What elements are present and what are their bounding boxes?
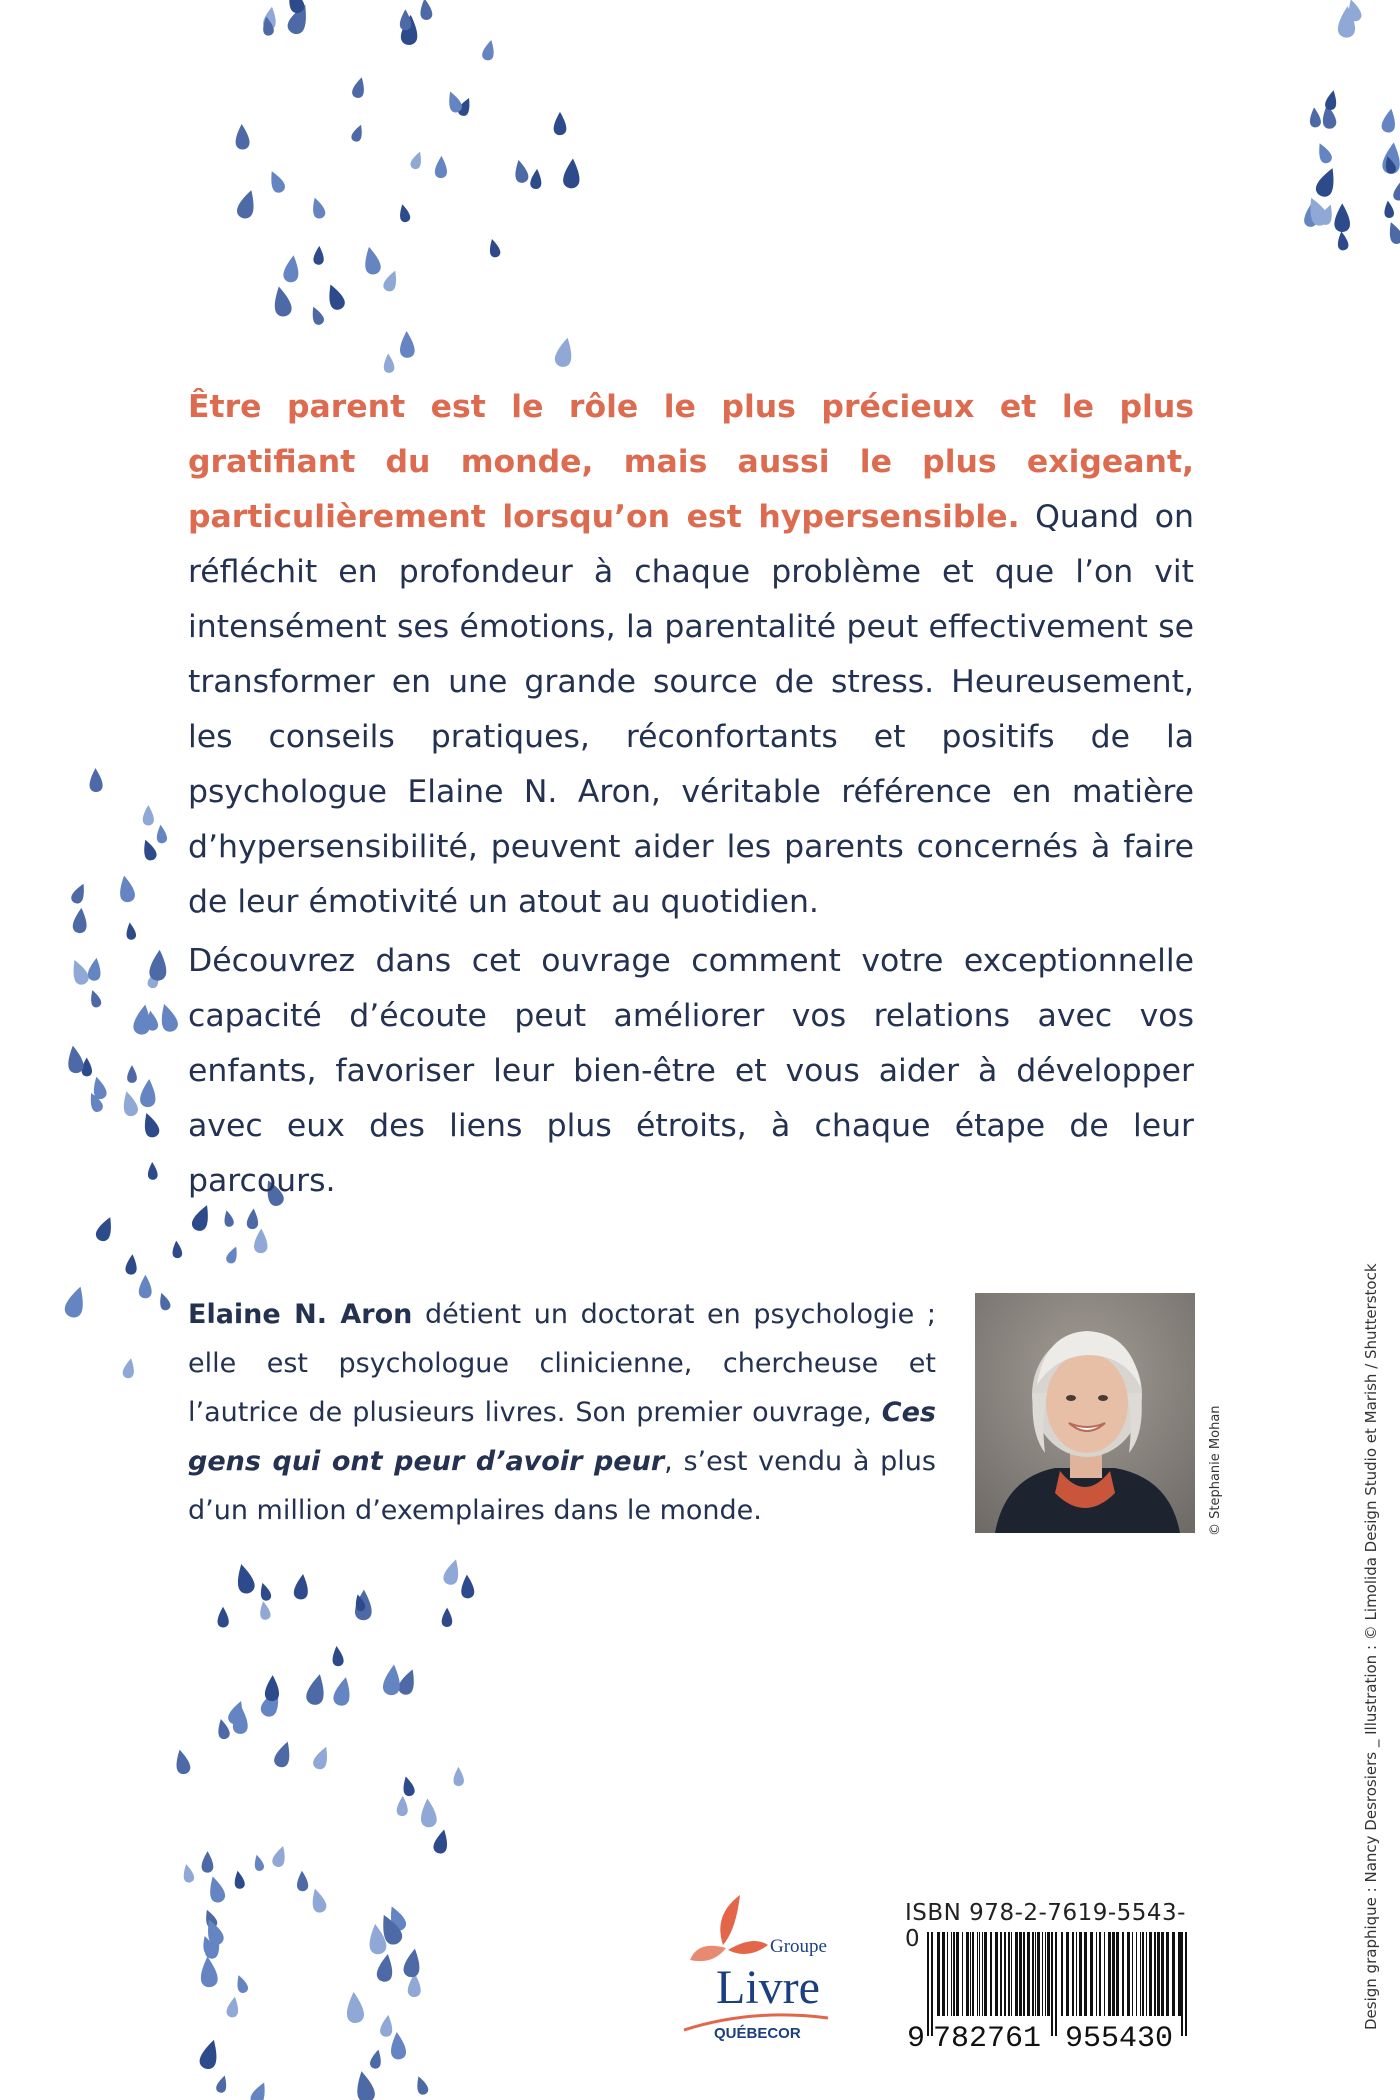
raindrop bbox=[258, 1600, 271, 1620]
barcode-bar bbox=[1096, 1932, 1097, 2016]
publisher-quebecor: QUÉBECOR bbox=[714, 2025, 801, 2042]
barcode-bar bbox=[1008, 1932, 1010, 2016]
raindrop bbox=[389, 2031, 406, 2060]
raindrop bbox=[198, 2038, 222, 2071]
barcode-bar bbox=[962, 1932, 963, 2016]
barcode-digits-left: 782761 bbox=[933, 2022, 1042, 2052]
raindrop bbox=[173, 1748, 192, 1775]
raindrop bbox=[252, 1854, 265, 1872]
design-credit: Design graphique : Nancy Desrosiers _ Illustration : © Limolida Design Studio et Marish / Shutterstock bbox=[1362, 1263, 1380, 2030]
barcode-bar bbox=[1076, 1932, 1077, 2016]
raindrop bbox=[309, 1887, 328, 1914]
raindrop bbox=[402, 1947, 422, 1978]
raindrop bbox=[353, 2069, 376, 2100]
raindrop bbox=[155, 824, 167, 844]
raindrop bbox=[117, 874, 136, 903]
barcode-bar bbox=[956, 1932, 959, 2016]
raindrop bbox=[87, 957, 103, 982]
butterfly-leaf-icon bbox=[690, 1895, 768, 1961]
raindrop bbox=[305, 1672, 329, 1706]
barcode-bar bbox=[984, 1932, 987, 2016]
raindrop bbox=[487, 238, 501, 259]
raindrop bbox=[396, 1667, 419, 1697]
raindrop bbox=[553, 336, 575, 368]
barcode-bar bbox=[1136, 1932, 1137, 2016]
raindrop bbox=[362, 245, 383, 275]
raindrop bbox=[171, 1240, 182, 1258]
raindrop bbox=[63, 1284, 89, 1320]
raindrop bbox=[139, 1275, 152, 1299]
raindrop bbox=[419, 0, 433, 21]
barcode-bar bbox=[1032, 1932, 1034, 2016]
barcode-bar bbox=[1019, 1932, 1022, 2016]
raindrop bbox=[1381, 107, 1398, 133]
raindrop bbox=[1385, 220, 1400, 246]
raindrop bbox=[382, 268, 401, 293]
author-bio bbox=[188, 1290, 936, 1535]
barcode-bar bbox=[966, 1932, 969, 2016]
raindrop bbox=[460, 1574, 474, 1598]
raindrop bbox=[350, 123, 366, 143]
barcode-bar bbox=[1122, 1932, 1124, 2016]
barcode-bar bbox=[1161, 1932, 1164, 2016]
raindrop bbox=[271, 1844, 289, 1868]
barcode-bar bbox=[1011, 1932, 1012, 2016]
publisher-logo bbox=[678, 1890, 848, 2050]
raindrop bbox=[258, 1582, 273, 1602]
barcode-bar bbox=[1140, 1932, 1141, 2016]
barcode-digits-right: 955430 bbox=[1065, 2022, 1174, 2052]
raindrop bbox=[399, 331, 415, 358]
raindrop bbox=[420, 1798, 438, 1828]
raindrop bbox=[265, 1675, 280, 1701]
barcode-bar bbox=[1172, 1932, 1175, 2016]
barcode-guard-bar bbox=[1055, 1932, 1057, 2036]
raindrop bbox=[225, 1245, 241, 1265]
raindrop bbox=[369, 2048, 384, 2069]
barcode-bar bbox=[1099, 1932, 1101, 2016]
barcode-bar bbox=[1116, 1932, 1119, 2016]
raindrop bbox=[88, 989, 103, 1009]
intro-text: Quand on réfléchit en profondeur à chaque problème et que l’on vit intensément ses émotions, la parentalité peut effectivement se transformer en une grande source de stress. Heureusement, les conseils pratiques, réconfortants et positifs de la psychologue Elaine N. Aron, véritable référence en matière d’hypersensibilité, peuvent aider les parents concernés à faire de leur émotivité un atout au quotidien. bbox=[188, 499, 1194, 920]
raindrop bbox=[376, 1953, 396, 1983]
raindrop bbox=[65, 1044, 84, 1074]
raindrop bbox=[1336, 231, 1349, 251]
raindrop bbox=[1334, 203, 1350, 232]
barcode-bar bbox=[972, 1932, 974, 2016]
barcode-bar bbox=[1035, 1932, 1036, 2016]
raindrop bbox=[69, 881, 88, 905]
barcode-bar bbox=[1108, 1932, 1111, 2016]
barcode-bar bbox=[979, 1932, 980, 2016]
raindrop bbox=[554, 112, 567, 135]
barcode-bar bbox=[1104, 1932, 1105, 2016]
intro-paragraph bbox=[188, 380, 1194, 930]
raindrop bbox=[233, 1870, 246, 1890]
raindrop bbox=[296, 1871, 308, 1892]
raindrop bbox=[345, 1991, 365, 2024]
barcode-bar bbox=[942, 1932, 945, 2016]
raindrop bbox=[530, 168, 543, 189]
raindrop bbox=[1309, 107, 1322, 128]
barcode-bar bbox=[995, 1932, 998, 2016]
barcode-bar bbox=[1004, 1932, 1006, 2016]
barcode-bar bbox=[977, 1932, 978, 2016]
raindrop bbox=[351, 76, 367, 99]
raindrop bbox=[140, 1079, 157, 1108]
barcode-bar bbox=[1000, 1932, 1002, 2016]
raindrop bbox=[282, 254, 301, 283]
raindrop bbox=[432, 1828, 451, 1855]
raindrop bbox=[68, 957, 91, 986]
raindrop bbox=[331, 1645, 344, 1666]
barcode-guard-bar bbox=[1185, 1932, 1187, 2036]
barcode-bar bbox=[1142, 1932, 1144, 2016]
raindrop bbox=[396, 1796, 408, 1817]
raindrop bbox=[435, 156, 448, 179]
raindrop bbox=[226, 1996, 241, 2019]
raindrop bbox=[217, 1607, 228, 1628]
barcode-bar bbox=[1132, 1932, 1133, 2016]
raindrop bbox=[157, 1291, 172, 1311]
raindrop bbox=[382, 1664, 402, 1697]
barcode-bar bbox=[1090, 1932, 1093, 2016]
barcode-guard-bar bbox=[1051, 1932, 1053, 2036]
barcode-bar bbox=[1178, 1932, 1181, 2016]
bio-text-1: détient un doctorat en psychologie ; elle est psychologue clinicienne, chercheuse et l’autrice de plusieurs livres. Son premier ouvrage, bbox=[188, 1299, 936, 1428]
raindrop bbox=[271, 285, 293, 318]
raindrop bbox=[400, 1775, 415, 1797]
author-name: Elaine N. Aron bbox=[188, 1299, 413, 1330]
photo-credit: © Stephanie Mohan bbox=[1208, 1405, 1223, 1536]
raindrop bbox=[235, 188, 259, 221]
barcode-bar bbox=[1149, 1932, 1152, 2016]
raindrop bbox=[206, 1875, 227, 1905]
publisher-groupe: Groupe bbox=[770, 1936, 827, 1957]
raindrop bbox=[266, 169, 287, 195]
barcode-bar bbox=[1027, 1932, 1030, 2016]
raindrop bbox=[147, 1162, 158, 1180]
raindrop bbox=[481, 39, 497, 62]
raindrop bbox=[293, 1573, 310, 1600]
raindrop bbox=[1314, 141, 1333, 165]
bio-text-2: , s’est vendu à plus d’un million d’exemplaires dans le monde. bbox=[188, 1446, 936, 1526]
intro-highlight: Être parent est le rôle le plus précieux et le plus gratifiant du monde, mais aussi le plus exigeant, particulièrement lorsqu’on est hypersensible. bbox=[188, 389, 1194, 535]
raindrop bbox=[397, 203, 411, 223]
raindrop bbox=[235, 124, 250, 150]
publisher-livre: Livre bbox=[716, 1961, 820, 2014]
raindrop bbox=[1324, 89, 1339, 111]
raindrop bbox=[215, 1718, 230, 1740]
barcode-bar bbox=[990, 1932, 992, 2016]
barcode-guard-bar bbox=[927, 1932, 929, 2036]
raindrop bbox=[400, 9, 412, 30]
barcode-bar bbox=[970, 1932, 971, 2016]
raindrop bbox=[202, 1851, 214, 1873]
barcode-bar bbox=[1023, 1932, 1025, 2016]
barcode-bar bbox=[1146, 1932, 1147, 2016]
barcode-bar bbox=[1037, 1932, 1040, 2016]
barcode-bar bbox=[1015, 1932, 1018, 2016]
raindrop bbox=[332, 1675, 354, 1707]
barcode-bar bbox=[982, 1932, 983, 2016]
raindrop bbox=[512, 159, 529, 184]
raindrop bbox=[94, 1214, 117, 1243]
raindrop bbox=[89, 768, 103, 792]
raindrop bbox=[1383, 200, 1394, 218]
raindrop bbox=[222, 1209, 235, 1227]
raindrop bbox=[1393, 181, 1400, 201]
barcode-bar bbox=[953, 1932, 955, 2016]
raindrop bbox=[143, 805, 154, 825]
barcode-bar bbox=[1061, 1932, 1063, 2016]
barcode-guard-bar bbox=[1181, 1932, 1183, 2036]
barcode-bar bbox=[1066, 1932, 1069, 2016]
raindrop bbox=[199, 1956, 218, 1988]
raindrop bbox=[125, 922, 137, 940]
barcode-digit-lead: 9 bbox=[907, 2022, 926, 2052]
raindrop bbox=[125, 1254, 138, 1275]
raindrop bbox=[383, 353, 395, 373]
raindrop bbox=[120, 1090, 140, 1118]
raindrop bbox=[309, 196, 327, 220]
barcode-bar bbox=[1166, 1932, 1169, 2016]
raindrop bbox=[563, 158, 582, 189]
barcode-bar bbox=[1154, 1932, 1156, 2016]
barcode-guard-bar bbox=[931, 1932, 933, 2036]
raindrop bbox=[157, 1002, 180, 1034]
raindrop bbox=[1313, 165, 1340, 199]
barcode-bar bbox=[1127, 1932, 1130, 2016]
book-title: Ces gens qui ont peur d’avoir peur bbox=[188, 1397, 936, 1477]
barcode-bar bbox=[1079, 1932, 1082, 2016]
raindrop bbox=[254, 1228, 268, 1253]
raindrop bbox=[233, 1562, 256, 1595]
author-photo bbox=[975, 1293, 1195, 1533]
raindrop bbox=[453, 1767, 464, 1786]
isbn-label: ISBN 978-2-7619-5543-0 bbox=[905, 1900, 1186, 1952]
raindrop bbox=[122, 1357, 137, 1379]
raindrop bbox=[246, 1208, 259, 1229]
raindrop bbox=[234, 1974, 250, 1995]
barcode-bar bbox=[1047, 1932, 1050, 2016]
raindrop bbox=[324, 282, 347, 312]
raindrop bbox=[442, 1608, 453, 1627]
barcode-bar bbox=[1157, 1932, 1160, 2016]
barcode-bar bbox=[1045, 1932, 1046, 2016]
barcode-bar bbox=[1042, 1932, 1043, 2016]
raindrop bbox=[127, 1065, 137, 1083]
barcode-bar bbox=[1112, 1932, 1115, 2016]
discover-paragraph: Découvrez dans cet ouvrage comment votre exceptionnelle capacité d’écoute peut améliorer vos relations avec vos enfants, favoriser leur bien-être et vous aider à développer avec eux des liens plus étroits, à chaque étape de leur parcours. bbox=[188, 943, 1194, 1199]
raindrop bbox=[414, 2075, 430, 2096]
raindrop bbox=[313, 246, 324, 265]
raindrop bbox=[308, 305, 325, 327]
raindrop bbox=[181, 1863, 195, 1883]
raindrop bbox=[311, 1744, 332, 1771]
raindrop bbox=[149, 949, 168, 981]
raindrop bbox=[215, 2074, 229, 2094]
raindrop bbox=[272, 1739, 294, 1769]
barcode-bar bbox=[937, 1932, 940, 2016]
barcode-bar bbox=[951, 1932, 952, 2016]
raindrop bbox=[409, 150, 425, 171]
raindrop bbox=[140, 838, 158, 862]
raindrop bbox=[72, 907, 88, 934]
raindrop bbox=[379, 2014, 394, 2037]
raindrop bbox=[140, 1111, 161, 1139]
barcode-bar bbox=[1084, 1932, 1087, 2016]
barcode-bar bbox=[1072, 1932, 1074, 2016]
raindrop bbox=[249, 2080, 271, 2100]
barcode bbox=[905, 1932, 1195, 2052]
barcode-bar bbox=[947, 1932, 948, 2016]
raindrop bbox=[442, 1557, 463, 1586]
